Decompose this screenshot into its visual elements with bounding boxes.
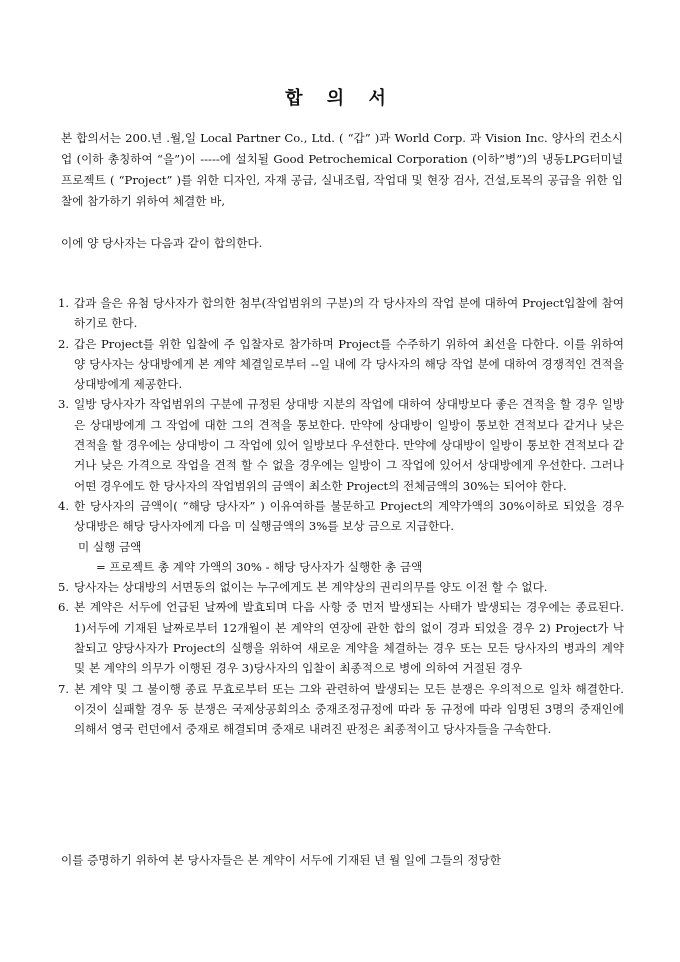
clause-text: 갑은 Project를 위한 입찰에 주 입찰자로 참가하며 Project를 수주하기 위하여 최선을 다한다. 이를 위하여 양 당사자는 상대방에게 본 계약 체결일로부터 --일 내에 각 당사자의 해당 작업 분에 대하여 경쟁적인 견적을 상대방에게 제공한다. xyxy=(74,336,624,392)
unexecuted-amount-formula: = 프로젝트 총 계약 가액의 30% - 해당 당사자가 실행한 총 금액 xyxy=(96,559,423,574)
clause-text: 본 계약은 서두에 언급된 날짜에 발효되며 다음 사항 중 먼저 발생되는 사태가 발생되는 경우에는 종료된다. 1)서두에 기재된 날짜로부터 12개월이 본 계약의 연장에 관한 합의 없이 경과 되었을 경우 2) Project가 낙찰되고 양당사자가 Project의 실행을 위하여 새로운 계약을 체결하는 경우 또는 모든 당사자의 병과의 계약 및 본 계약의 의무가 이행된 경우 3)당사자의 입찰이 최종적으로 병에 의하여 거절된 경우 xyxy=(74,600,624,676)
clause-4 xyxy=(58,496,624,577)
clause-number: 1. xyxy=(58,296,70,310)
clause-number: 2. xyxy=(58,336,70,351)
clause-number: 3. xyxy=(58,397,70,412)
agreement-line: 이에 양 당사자는 다음과 같이 합의한다. xyxy=(61,236,263,250)
clause-number: 4. xyxy=(58,498,70,513)
clause-3 xyxy=(58,394,624,495)
clause-text: 일방 당사자가 작업범위의 구분에 규정된 상대방 지분의 작업에 대하여 상대방보다 좋은 견적을 할 경우 일방은 상대방에게 그 작업에 대한 그의 견적을 통보한다. 만약에 상대방이 일방이 통보한 견적보다 같거나 낮은 견적을 할 경우에는 상대방이 그 작업에 있어 일방보다 우선한다. 만약에 상대방이 일방이 통보한 견적보다 같거나 낮은 가격으로 작업을 견적 할 수 없을 경우에는 일방이 그 작업에 있어서 상대방에게 우선한다. 그러나 어떤 경우에도 한 당사자의 작업범위의 금액이 최소한 Project의 전체금액의 30%는 되어야 한다. xyxy=(74,397,624,493)
clause-7 xyxy=(58,679,624,740)
clause-text: 한 당사자의 금액이( “해당 당사자” ) 이유여하를 불문하고 Project의 계약가액의 30%이하로 되었을 경우 상대방은 해당 당사자에게 다음 미 실행금액의 3%를 보상 금으로 지급한다. xyxy=(74,498,624,534)
clause-text: 갑과 을은 유첨 당사자가 합의한 첨부(작업범위의 구분)의 각 당사자의 작업 분에 대하여 Project입찰에 참여하기로 한다. xyxy=(74,296,624,331)
intro-paragraph: 본 합의서는 200.년 .월,일 Local Partner Co., Ltd. ( “갑” )과 World Corp. 과 Vision Inc. 양사의 컨소시업 (이하 총칭하여 “을”)이 -----에 설치될 Good Petrochemical Corporation (이하”병”)의 냉동LPG터미널 프로젝트 ( “Project” )를 위한 디자인, 자재 공급, 실내조립, 작업대 및 현장 검사, 건설,토목의 공급을 위한 입찰에 참가하기 위하여 체결한 바, xyxy=(61,131,623,208)
clause-number: 6. xyxy=(58,600,70,615)
unexecuted-amount-label: 미 실행 금액 xyxy=(78,539,142,554)
clause-number: 5. xyxy=(58,580,70,595)
clause-5 xyxy=(58,577,624,597)
document-title: 합 의 서 xyxy=(285,88,395,109)
clause-text: 본 계약 및 그 불이행 종료 무효로부터 또는 그와 관련하여 발생되는 모든 분쟁은 우의적으로 일차 해결한다. 이것이 실패할 경우 동 분쟁은 국제상공회의소 중재조정규정에 따라 동 규정에 따라 임명된 3명의 중재인에 의해서 영국 런던에서 중재로 해결되며 중재로 내려진 판정은 최종적이고 당사자들을 구속한다. xyxy=(74,681,624,737)
clause-2 xyxy=(58,334,624,395)
clause-6 xyxy=(58,597,624,678)
clause-text: 당사자는 상대방의 서면동의 없이는 누구에게도 본 계약상의 권리의무를 양도 이전 할 수 없다. xyxy=(74,580,548,595)
clause-1 xyxy=(58,293,624,334)
clause-list xyxy=(58,293,624,740)
clause-number: 7. xyxy=(58,681,70,696)
closing-paragraph: 이를 증명하기 위하여 본 당사자들은 본 계약이 서두에 기재된 년 월 일에 그들의 정당한 xyxy=(61,853,501,867)
